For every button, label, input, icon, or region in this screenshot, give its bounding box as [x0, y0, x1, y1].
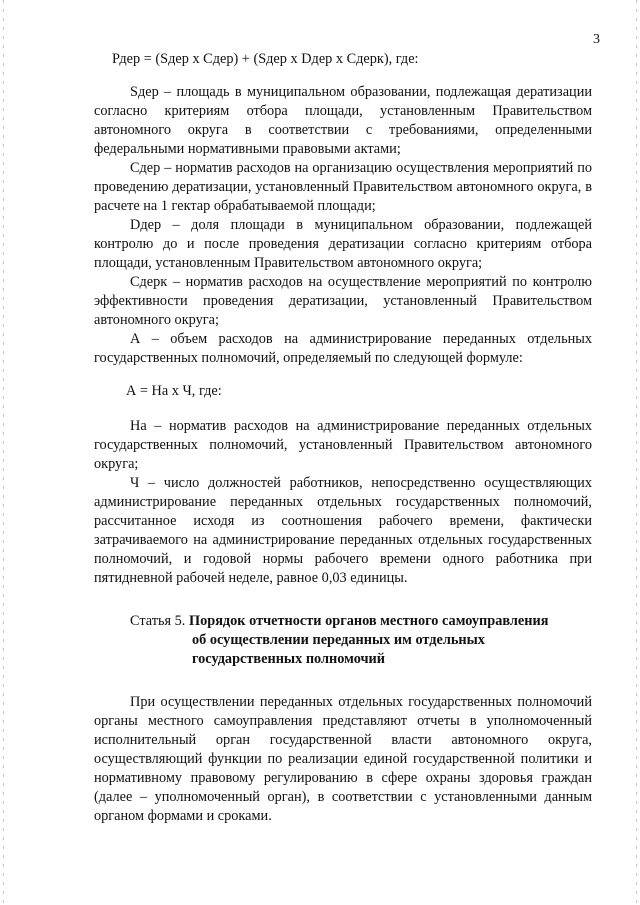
definition-c-der: Cдер – норматив расходов на организацию осуществления мероприятий по проведению дератизации, установленный Правительством автономного округа, в расчете на 1 гектар обрабатываемой площади;: [94, 160, 592, 214]
formula-r: Рдер = (Sдер x Cдер) + (Sдер x Dдер x Cдерк), где:: [112, 51, 419, 67]
document-body: [94, 50, 592, 826]
article-heading: [94, 612, 592, 669]
definition-s-der: Sдер – площадь в муниципальном образовании, подлежащая дератизации согласно критериям отбора площади, установленным Правительством автономного округа в соответствии с требованиями, определенными федеральными нормативными правовыми актами;: [94, 84, 592, 157]
article-title-line-2: об осуществлении переданных им отдельных: [192, 632, 485, 648]
formula-a: А = На x Ч, где:: [126, 383, 222, 399]
article-title-line-1: Порядок отчетности органов местного самоуправления: [188, 613, 549, 629]
article-body-paragraph: При осуществлении переданных отдельных государственных полномочий органы местного самоуправления представляют отчеты в уполномоченный исполнительный орган государственной власти автономного округа, осуществляющий функции по реализации единой государственной политики и нормативному правовому регулированию в сфере охраны здоровья граждан (далее – уполномоченный орган), в соответствии с установленными данным органом формами и сроками.: [94, 694, 592, 824]
definition-d-der: Dдер – доля площади в муниципальном образовании, подлежащей контролю до и после проведения дератизации согласно критериям отбора площади, установленным Правительством автономного округа;: [94, 217, 592, 271]
scan-edge-right: [636, 0, 637, 905]
page-number: 3: [593, 32, 600, 47]
definition-na: На – норматив расходов на администрирование переданных отдельных государственных полномочий, установленный Правительством автономного округа;: [94, 418, 592, 472]
article-title-line-3: государственных полномочий: [192, 651, 386, 667]
definition-c-derk: Cдерк – норматив расходов на осуществление мероприятий по контролю эффективности проведения дератизации, установленный Правительством автономного округа;: [94, 274, 592, 328]
definition-ch: Ч – число должностей работников, непосредственно осуществляющих администрирование переданных отдельных государственных полномочий, рассчитанное исходя из соотношения рабочего времени, фактически затрачиваемого на администрирование переданных отдельных государственных полномочий, и годовой нормы рабочего времени одного работника при пятидневной рабочей неделе, равное 0,03 единицы.: [94, 475, 592, 586]
scan-edge-left: [3, 0, 4, 905]
definition-a: А – объем расходов на администрирование переданных отдельных государственных полномочий, определяемый по следующей формуле:: [94, 331, 592, 366]
article-label: Статья 5.: [130, 613, 186, 629]
